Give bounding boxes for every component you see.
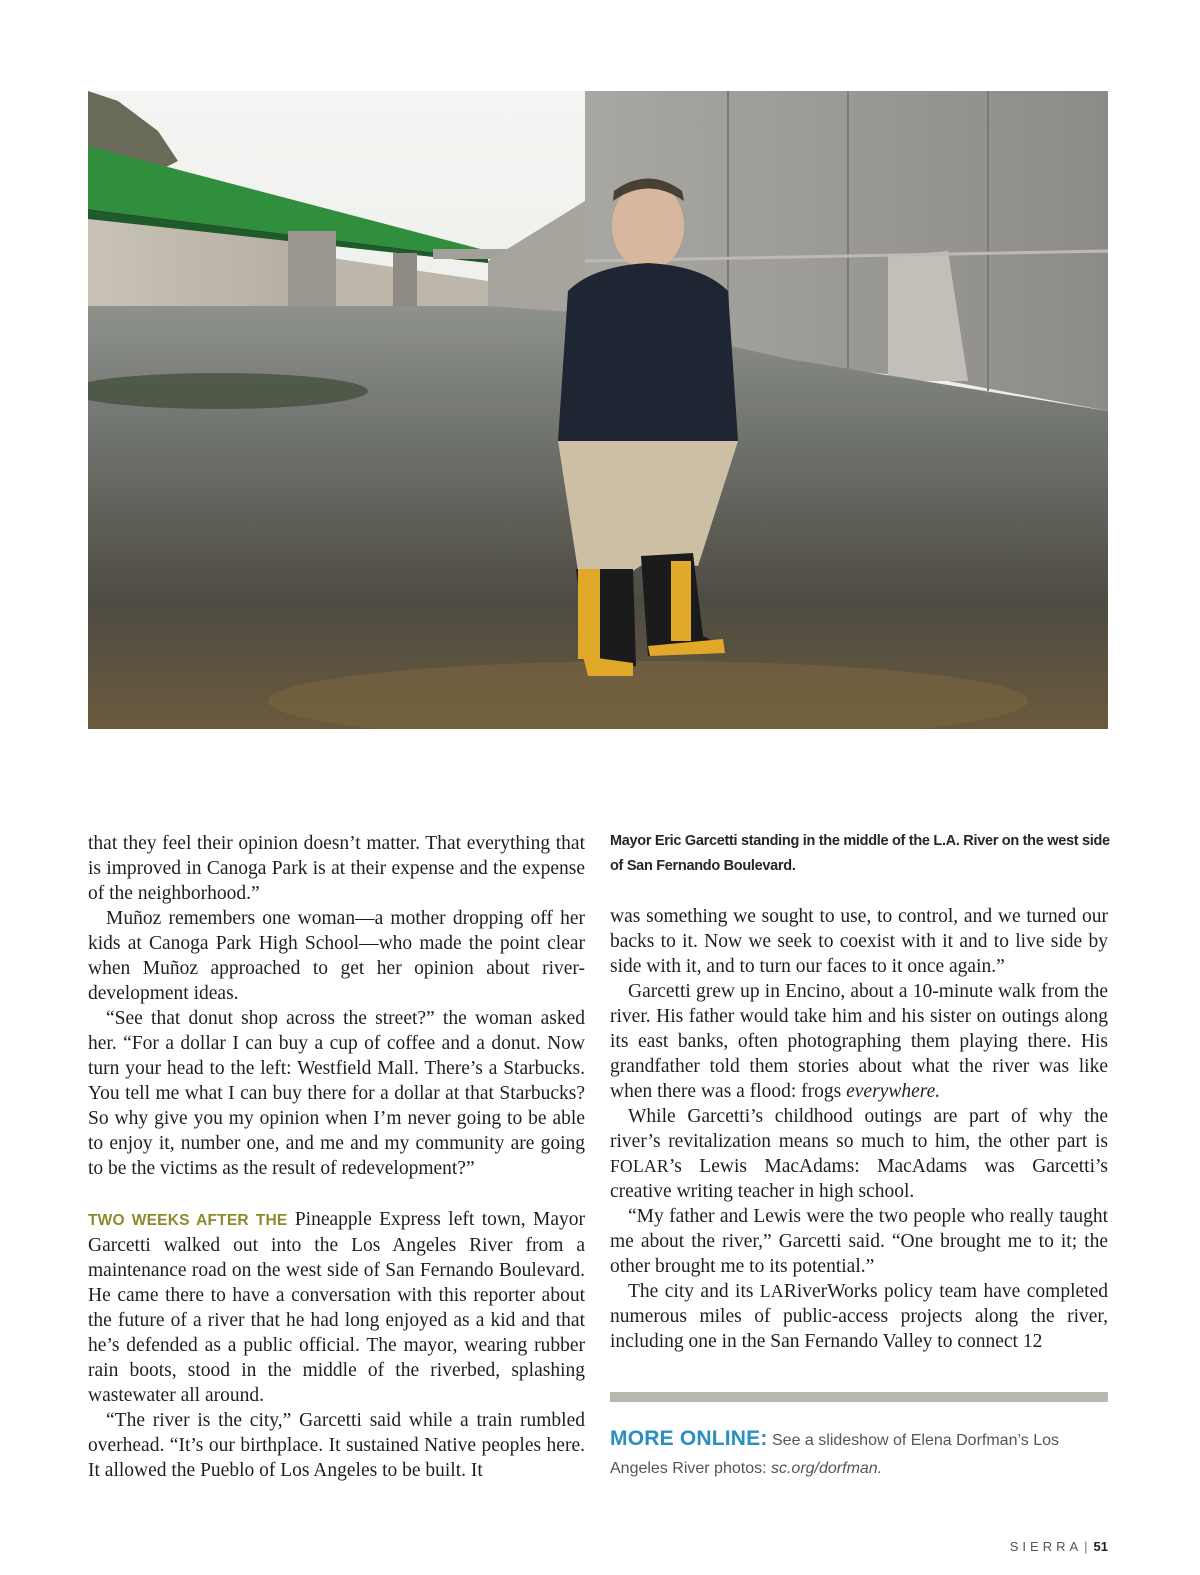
paragraph-text: The city and its <box>628 1281 760 1302</box>
lead-in: TWO WEEKS AFTER THE <box>88 1212 288 1229</box>
paragraph <box>610 1279 1108 1354</box>
page-footer <box>1010 1539 1108 1554</box>
right-column <box>610 904 1108 1354</box>
paragraph <box>610 979 1108 1104</box>
more-online-box <box>610 1425 1120 1483</box>
paragraph: “The river is the city,” Garcetti said while a train rumbled overhead. “It’s our birthplace. It sustained Native peoples here. It allowed the Pueblo of Los Angeles to be built. It <box>88 1410 585 1481</box>
paragraph-text: While Garcetti’s childhood outings are part of why the river’s revitalization means so much to him, the other part is <box>610 1106 1108 1152</box>
more-online-label: MORE ONLINE: <box>610 1427 768 1450</box>
more-online-text: See a slideshow of Elena Dorfman’s Los Angeles River photos: <box>610 1432 1059 1477</box>
paragraph: “My father and Lewis were the two people who really taught me about the river,” Garcetti said. “One brought me to it; the other brought me to its potential.” <box>610 1206 1108 1277</box>
photo-caption: Mayor Eric Garcetti standing in the middle of the L.A. River on the west side of San Fernando Boulevard. <box>610 833 1110 874</box>
small-caps: LA <box>759 1281 784 1301</box>
small-caps: FOLAR <box>610 1156 669 1176</box>
paragraph-text: Pineapple Express left town, Mayor Garcetti walked out into the Los Angeles River from a maintenance road on the west side of San Fernando Boulevard. He came there to have a conversation with this reporter about the future of a river that he had long enjoyed as a kid and that he’s defended as a public official. The mayor, wearing rubber rain boots, stood in the middle of the riverbed, splashing wastewater all around. <box>88 1209 585 1406</box>
paragraph: “See that donut shop across the street?” the woman asked her. “For a dollar I can buy a cup of coffee and a donut. Now turn your head to the left: Westfield Mall. There’s a Starbucks. You tell me what I can buy there for a dollar at that Starbucks? So why give you my opinion when I’m never going to be able to enjoy it, number one, and me and my community are going to be the victims as the result of redevelopment?” <box>88 1008 585 1179</box>
paragraph-text: ’s Lewis MacAdams: MacAdams was Garcetti’s creative writing teacher in high school. <box>610 1156 1108 1202</box>
magazine-name: SIERRA <box>1009 1539 1083 1554</box>
section-lead-paragraph <box>88 1207 585 1408</box>
more-online-link[interactable]: sc.org/dorfman. <box>770 1460 883 1477</box>
paragraph: was something we sought to use, to control, and we turned our backs to it. Now we seek to coexist with it and to live side by side with it, and to turn our faces to it once again.” <box>610 906 1108 977</box>
river-photo-illustration <box>88 91 1108 729</box>
paragraph-text: Garcetti grew up in Encino, about a 10-minute walk from the river. His father would take him and his sister on outings along its east banks, often photographing them playing there. His grandfather told them stories about what the river was like when there was a flood: frogs <box>610 981 1108 1102</box>
paragraph <box>610 1104 1108 1204</box>
paragraph: that they feel their opinion doesn’t matter. That everything that is improved in Canoga Park is at their expense and the expense of the neighborhood.” <box>88 833 585 904</box>
river-photo <box>88 91 1108 729</box>
page-number: 51 <box>1093 1539 1108 1554</box>
emphasis: everywhere. <box>846 1081 941 1102</box>
paragraph-text: RiverWorks policy team have completed numerous miles of public-access projects along the river, including one in the San Fernando Valley to connect 12 <box>610 1281 1108 1352</box>
section-break <box>88 1181 585 1207</box>
divider-rule <box>610 1392 1108 1402</box>
paragraph: Muñoz remembers one woman—a mother dropping off her kids at Canoga Park High School—who made the point clear when Muñoz approached to get her opinion about river-development ideas. <box>88 908 585 1004</box>
footer-separator: | <box>1084 1539 1088 1554</box>
left-column <box>88 831 585 1483</box>
